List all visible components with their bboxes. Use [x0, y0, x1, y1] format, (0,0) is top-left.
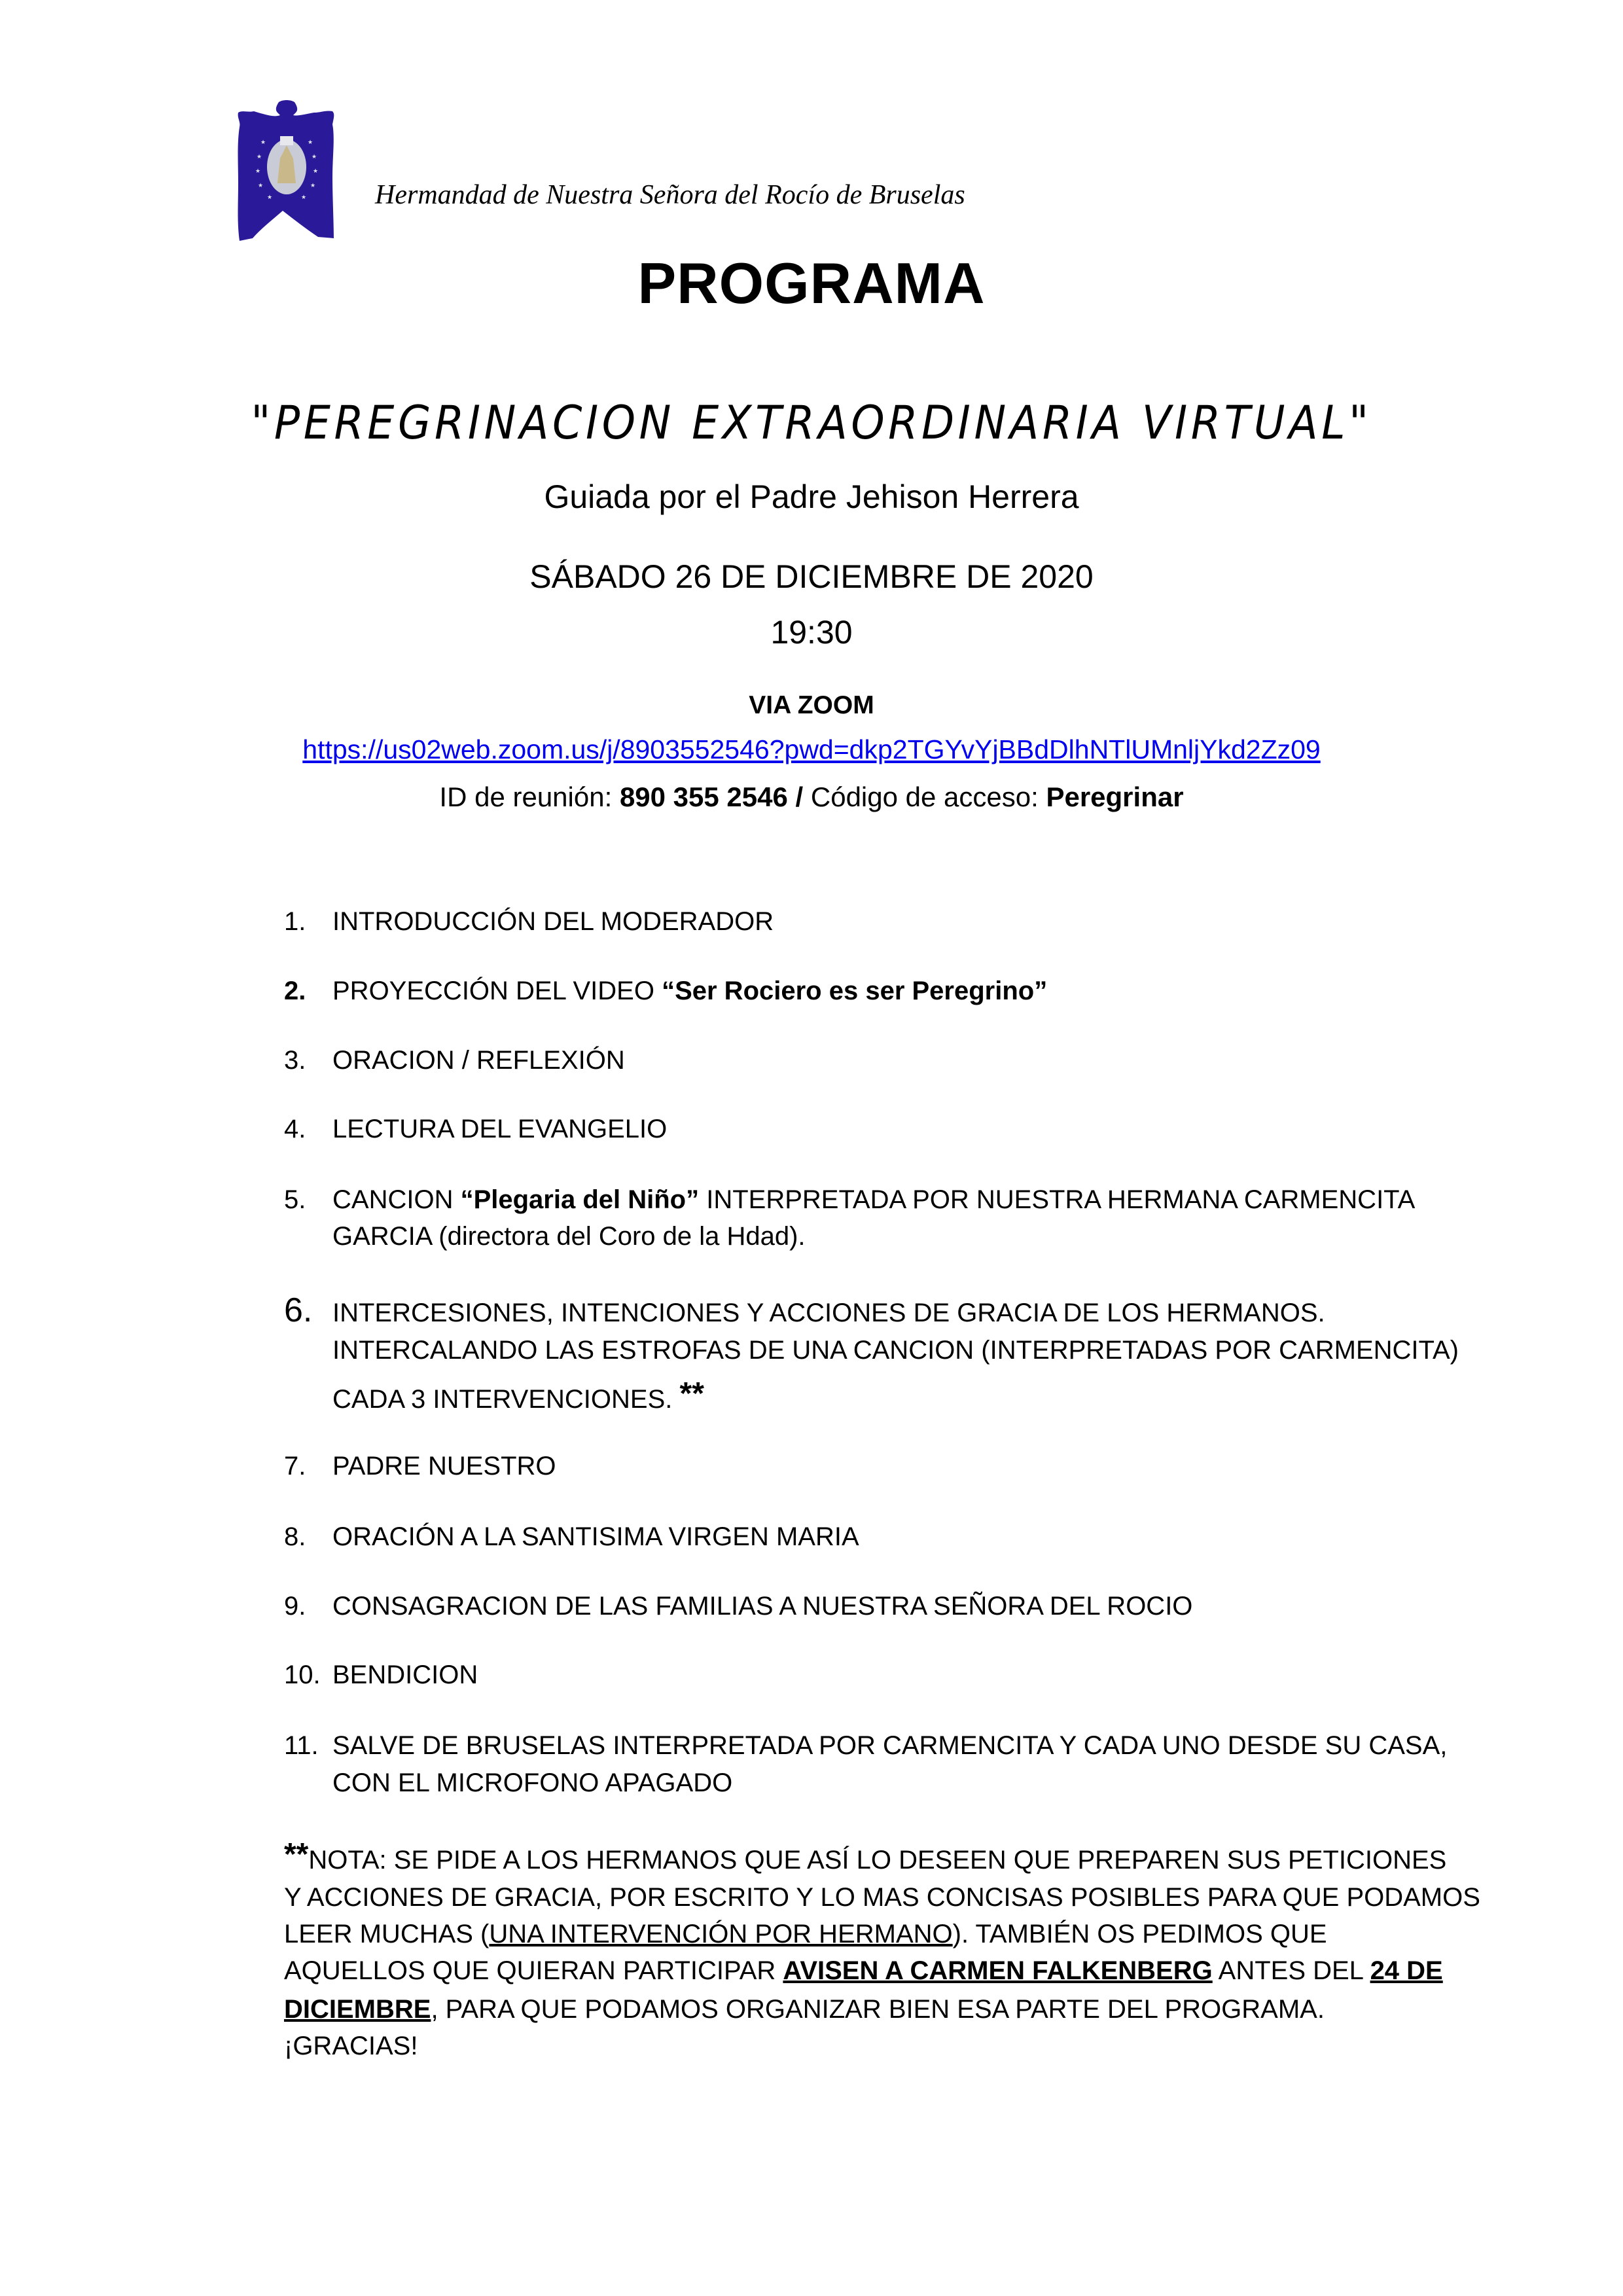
deadline-date: DICIEMBRE: [284, 1995, 431, 2024]
item-text-after: INTERPRETADA POR NUESTRA HERMANA CARMENCITA: [699, 1185, 1416, 1214]
footnote-mark: **: [284, 1837, 309, 1872]
item-number: 8.: [284, 1522, 306, 1551]
item-text: SALVE DE BRUSELAS INTERPRETADA POR CARMENCITA Y CADA UNO DESDE SU CASA,: [332, 1731, 1448, 1760]
zoom-link-line: [0, 734, 1623, 765]
deadline-date: 24 DE: [1370, 1956, 1443, 1985]
item-text: INTRODUCCIÓN DEL MODERADOR: [332, 907, 774, 936]
event-time: 19:30: [770, 614, 853, 651]
item-text: BENDICION: [332, 1660, 478, 1689]
note-text: ). TAMBIÉN OS PEDIMOS QUE: [952, 1920, 1327, 1948]
hermandad-banner-logo-icon: [234, 98, 339, 245]
note-emphasis: UNA INTERVENCIÓN POR HERMANO: [489, 1920, 953, 1948]
list-item: [284, 1452, 556, 1481]
list-item: [284, 1185, 1415, 1215]
list-item: [284, 1731, 1447, 1761]
note-text: ANTES DEL: [1212, 1956, 1370, 1985]
meeting-credentials: [0, 781, 1623, 813]
item-text-line2: CON EL MICROFONO APAGADO: [332, 1768, 733, 1797]
list-item: [284, 1522, 859, 1552]
item-number: 1.: [284, 907, 306, 936]
video-title: “Ser Rociero es ser Peregrino”: [662, 977, 1048, 1005]
svg-text:★: ★: [311, 153, 317, 160]
svg-text:★: ★: [300, 194, 307, 200]
note-line: ¡GRACIAS!: [284, 2032, 418, 2060]
event-date: SÁBADO 26 DE DICIEMBRE DE 2020: [529, 558, 1094, 595]
footnote-mark: **: [679, 1376, 704, 1411]
note-line: [284, 1920, 1327, 1949]
crown: [280, 136, 293, 145]
item-text: ORACION / REFLEXIÓN: [332, 1046, 625, 1075]
item-number: 10.: [284, 1660, 321, 1689]
song-title: “Plegaria del Niño”: [460, 1185, 700, 1214]
item-number: 5.: [284, 1185, 306, 1214]
item-number: 4.: [284, 1115, 306, 1143]
svg-text:★: ★: [255, 168, 261, 174]
separator: /: [787, 781, 811, 812]
svg-text:★: ★: [256, 153, 262, 160]
organization-name: Hermandad de Nuestra Señora del Rocío de Bruselas: [375, 180, 965, 210]
item-number: 7.: [284, 1452, 306, 1480]
zoom-link[interactable]: https://us02web.zoom.us/j/8903552546?pwd=dkp2TGYvYjBBdDlhNTlUMnljYkd2Zz09: [302, 734, 1321, 764]
list-item: [284, 977, 1047, 1006]
list-item: [284, 1115, 667, 1144]
list-item: [284, 907, 774, 937]
page-title: PROGRAMA: [637, 251, 986, 315]
note-line: [284, 1837, 1447, 1876]
svg-text:★: ★: [260, 139, 266, 145]
svg-text:★: ★: [257, 182, 264, 188]
item-number: 9.: [284, 1592, 306, 1621]
note-text: NOTA: SE PIDE A LOS HERMANOS QUE ASÍ LO DESEEN QUE PREPAREN SUS PETICIONES: [308, 1846, 1447, 1874]
item-text: ORACIÓN A LA SANTISIMA VIRGEN MARIA: [332, 1522, 859, 1551]
item-text-line2: INTERCALANDO LAS ESTROFAS DE UNA CANCION (INTERPRETADAS POR CARMENCITA): [332, 1336, 1459, 1365]
guided-by: Guiada por el Padre Jehison Herrera: [544, 478, 1079, 515]
note-text: AQUELLOS QUE QUIERAN PARTICIPAR: [284, 1956, 783, 1985]
item-text: CANCION: [332, 1185, 461, 1214]
via-zoom-label: VIA ZOOM: [749, 691, 874, 719]
note-text: LEER MUCHAS (: [284, 1920, 490, 1948]
svg-text:★: ★: [310, 182, 316, 188]
item-text: CADA 3 INTERVENCIONES.: [332, 1385, 680, 1414]
item-text: PROYECCIÓN DEL VIDEO: [332, 977, 662, 1005]
event-title: "PEREGRINACION EXTRAORDINARIA VIRTUAL": [251, 396, 1372, 450]
item-number: 2.: [284, 977, 306, 1005]
item-text-line3: [332, 1376, 704, 1416]
meeting-id-value: 890 355 2546: [619, 781, 788, 812]
contact-person: AVISEN A CARMEN FALKENBERG: [783, 1956, 1213, 1985]
item-number: 6.: [284, 1291, 313, 1329]
svg-text:★: ★: [307, 139, 313, 145]
item-number: 3.: [284, 1046, 306, 1075]
item-number: 11.: [284, 1731, 319, 1760]
item-text: INTERCESIONES, INTENCIONES Y ACCIONES DE GRACIA DE LOS HERMANOS.: [332, 1299, 1325, 1327]
svg-text:★: ★: [266, 194, 273, 200]
meeting-id-label: ID de reunión:: [439, 781, 620, 812]
item-text: CONSAGRACION DE LAS FAMILIAS A NUESTRA SEÑORA DEL ROCIO: [332, 1592, 1193, 1621]
note-text: , PARA QUE PODAMOS ORGANIZAR BIEN ESA PARTE DEL PROGRAMA.: [431, 1995, 1325, 2024]
access-code-value: Peregrinar: [1046, 781, 1184, 812]
list-item: [284, 1660, 478, 1690]
list-item: [284, 1592, 1192, 1621]
note-line: [284, 1995, 1325, 2024]
list-item: [284, 1046, 625, 1075]
list-item: [284, 1291, 1325, 1330]
item-text: LECTURA DEL EVANGELIO: [332, 1115, 668, 1143]
access-code-label: Código de acceso:: [810, 781, 1046, 812]
item-text-line2: GARCIA (directora del Coro de la Hdad).: [332, 1222, 806, 1251]
item-text: PADRE NUESTRO: [332, 1452, 556, 1480]
svg-text:★: ★: [312, 168, 319, 174]
note-line: [284, 1956, 1443, 1986]
note-line: Y ACCIONES DE GRACIA, POR ESCRITO Y LO MAS CONCISAS POSIBLES PARA QUE PODAMOS: [284, 1883, 1480, 1912]
